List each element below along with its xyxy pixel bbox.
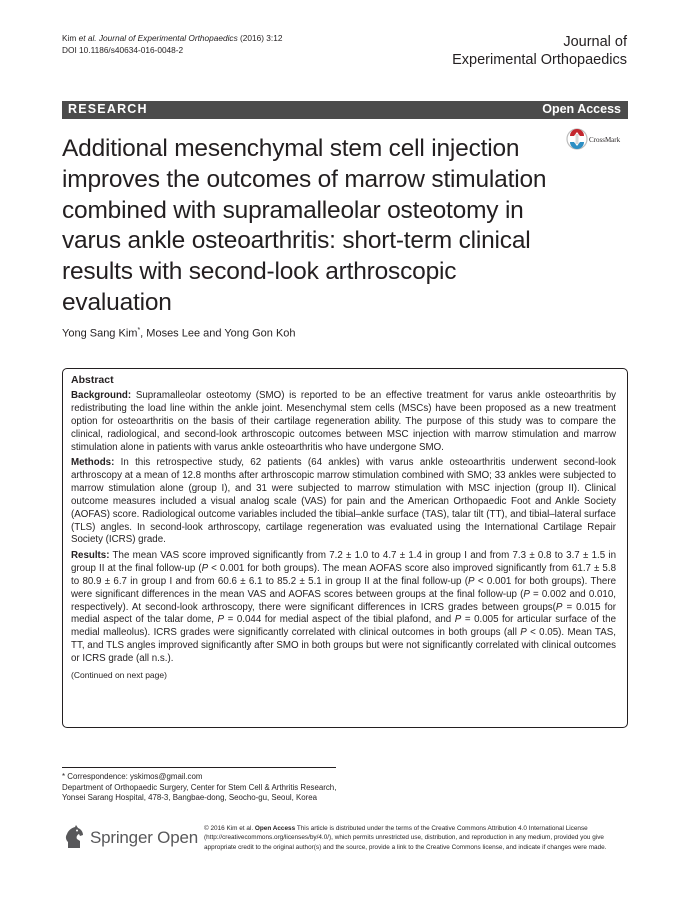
citation-line bbox=[62, 33, 282, 56]
copyright-prefix: © 2016 Kim et al. bbox=[204, 825, 255, 832]
p-symbol: P bbox=[454, 614, 462, 626]
results-text: = 0.002 and 0.010, respectively). At second-look arthroscopy, there were significant differences in ICRS grades between groups( bbox=[71, 588, 616, 613]
p-symbol: P bbox=[201, 562, 209, 574]
background-label: Background: bbox=[71, 390, 132, 401]
license-statement bbox=[204, 824, 616, 852]
open-access-label: Open Access bbox=[542, 102, 621, 116]
crossmark-icon bbox=[566, 128, 588, 150]
author-list bbox=[62, 327, 296, 340]
abstract-heading: Abstract bbox=[71, 374, 114, 386]
crossmark-label: CrossMark bbox=[589, 136, 621, 144]
results-text: < 0.001 for both groups). The mean AOFAS score also improved significantly from 61.7 ± 5.8 to 80.9 ± 6.7 in group I and from 60.6 ± 6.1 to 85.2 ± 5.1 in group II at the final follow-up ( bbox=[71, 562, 616, 587]
corresponding-mark: * bbox=[137, 327, 141, 334]
journal-name-line2: Experimental Orthopaedics bbox=[452, 52, 627, 68]
p-symbol: P bbox=[217, 614, 225, 626]
p-symbol: P bbox=[520, 627, 527, 639]
springer-open-text: Springer Open bbox=[90, 828, 198, 847]
background-text: Supramalleolar osteotomy (SMO) is reported to be an effective treatment for varus ankle osteoarthritis by redistributing the load line within the ankle joint. Mesenchymal stem cells (MSCs) have been proposed as a new treatment option for osteoarthritis on the basis of their cartilage regeneration ability. The purpose of this study was to compare the clinical, radiological, and second-look arthroscopic outcomes between MSC injection with marrow stimulation and marrow stimulation alone in patients with varus ankle osteoarthritis who have undergone SMO. bbox=[71, 390, 616, 453]
abstract-body bbox=[71, 390, 616, 681]
springer-knight-icon bbox=[62, 824, 86, 850]
results-label: Results: bbox=[71, 549, 110, 561]
footnote-divider bbox=[62, 767, 336, 768]
article-type-banner bbox=[62, 101, 628, 119]
article-title: Additional mesenchymal stem cell injection improves the outcomes of marrow stimulation combined with supramalleolar osteotomy in varus ankle osteoarthritis: short-term clinical results with second-look arthroscopic evaluation bbox=[62, 135, 547, 316]
abstract-methods bbox=[71, 457, 616, 547]
continued-note: (Continued on next page) bbox=[71, 669, 167, 680]
abstract-background bbox=[71, 390, 616, 455]
correspondence-affiliation: Department of Orthopaedic Surgery, Center for Stem Cell & Arthritis Research, Yonsei Sarang Hospital, 478-3, Bangbae-dong, Seocho-gu, Seoul, Korea bbox=[62, 782, 337, 803]
abstract-box bbox=[62, 368, 628, 728]
results-text: = 0.015 for medial aspect of the talar dome, bbox=[71, 601, 616, 626]
p-symbol: P bbox=[468, 575, 475, 587]
results-text: The mean VAS score improved significantly from 7.2 ± 1.0 to 4.7 ± 1.4 in group I and from 7.3 ± 0.8 to 3.7 ± 1.5 in group II at the final follow-up ( bbox=[71, 549, 616, 574]
license-text: This article is distributed under the terms of the Creative Commons Attribution 4.0 International License (http://creativecommons.org/licenses/by/4.0/), which permits unrestricted use, distribution, and reproduction in any medium, provided you give appropriate credit to the original author(s) and the source, provide a link to the Creative Commons license, and indicate if changes were made. bbox=[204, 825, 607, 851]
results-text: < 0.001 for both groups). There were significant differences in the mean VAS and AOFAS scores between groups at the final follow-up ( bbox=[71, 575, 616, 600]
citation-year: (2016) 3:12 bbox=[237, 33, 283, 43]
correspondence-note bbox=[62, 772, 352, 804]
p-symbol: P bbox=[523, 588, 530, 600]
article-type-label: RESEARCH bbox=[68, 102, 148, 116]
p-symbol: P bbox=[555, 601, 563, 613]
results-text: = 0.005 for articular surface of the medial malleolus). ICRS grades were significantly correlated with clinical outcomes in both groups (all bbox=[71, 614, 616, 639]
results-text: = 0.044 for medial aspect of the tibial plafond, and bbox=[224, 614, 455, 626]
journal-name bbox=[452, 33, 627, 69]
license-open-access: Open Access bbox=[254, 825, 296, 832]
citation-journal: et al. Journal of Experimental Orthopaedics bbox=[78, 33, 238, 43]
author-corresponding[interactable]: Yong Sang Kim bbox=[62, 327, 138, 340]
springer-open-logo[interactable] bbox=[62, 824, 202, 854]
doi[interactable]: DOI 10.1186/s40634-016-0048-2 bbox=[62, 44, 184, 55]
author-others: , Moses Lee and Yong Gon Koh bbox=[140, 327, 296, 340]
citation-authors: Kim bbox=[62, 33, 79, 43]
methods-label: Methods: bbox=[71, 457, 115, 469]
journal-name-line1: Journal of bbox=[563, 34, 627, 50]
crossmark-link[interactable] bbox=[566, 128, 656, 154]
methods-text: In this retrospective study, 62 patients (64 ankles) with varus ankle osteoarthritis underwent second-look arthroscopy at a mean of 12.8 months after arthroscopic marrow stimulation combined with SMO; 33 ankles were subjected to marrow stimulation alone (group I), and 31 were subjected to marrow stimulation with MSC injection (group II). Clinical outcome measures included a visual analog scale (VAS) for pain and the American Orthopaedic Foot and Ankle Society (AOFAS) score. Radiological outcome variables included the tibial–ankle surface (TAS), talar tilt (TT), and tibial–lateral surface (TLS) angles. In second-look arthroscopy, cartilage regeneration was evaluated using the International Cartilage Repair Society (ICRS) grade. bbox=[71, 457, 616, 546]
correspondence-email[interactable]: * Correspondence: yskimos@gmail.com bbox=[62, 772, 203, 781]
abstract-results bbox=[71, 550, 616, 666]
results-text: < 0.05). Mean TAS, TT, and TLS angles improved significantly after SMO in both groups but were not significantly correlated with clinical outcomes or ICRS grade (all n.s.). bbox=[71, 627, 617, 665]
